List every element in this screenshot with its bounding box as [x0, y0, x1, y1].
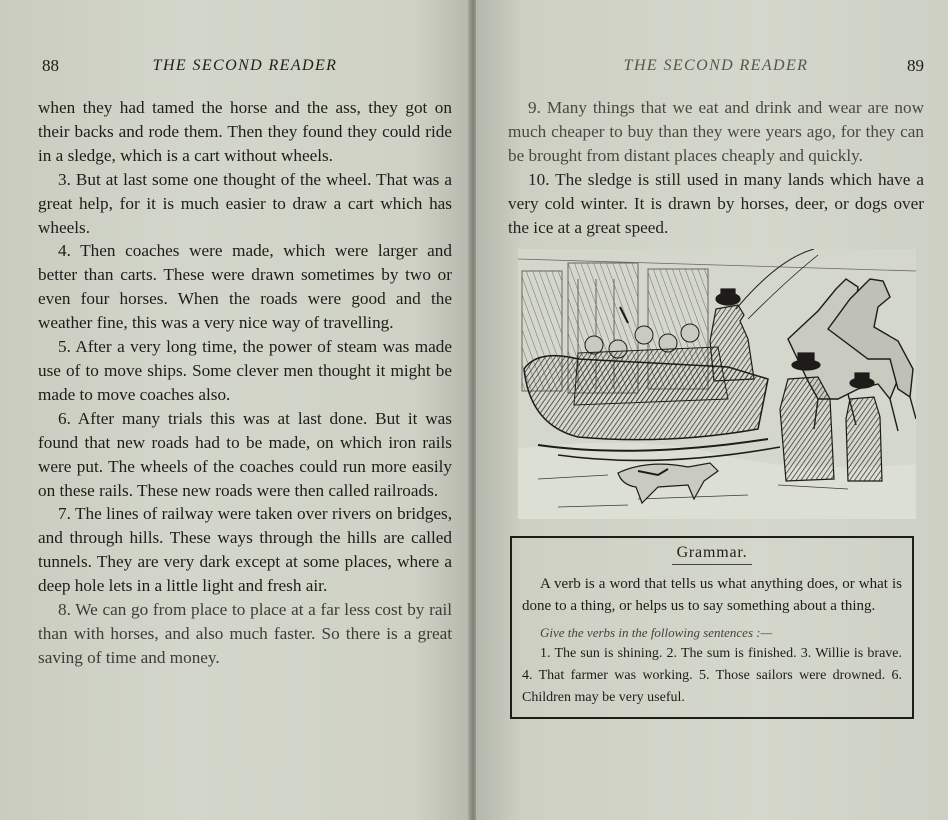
- paragraph-continued: when they had tamed the horse and the ass, they got on their backs and rode them. Then they found they could ride in a sledge, which is a cart without wheels.: [38, 98, 452, 165]
- right-page: [476, 0, 948, 820]
- left-page-header: [38, 56, 452, 86]
- right-page-number: 89: [907, 56, 924, 75]
- grammar-box: [510, 536, 914, 719]
- paragraph-10: 10. The sledge is still used in many lands which have a very cold winter. It is drawn by horses, deer, or dogs over the ice at a great speed.: [508, 169, 924, 237]
- paragraph-5: 5. After a very long time, the power of steam was made use of to move ships. Some clever men thought it might be made to move coaches also.: [38, 337, 452, 404]
- paragraph-7: 7. The lines of railway were taken over rivers on bridges, and through hills. These ways through the hills are called tunnels. They are very dark except at some places, where a deep hole lets in a little light and fresh air.: [38, 504, 452, 596]
- grammar-definition: A verb is a word that tells us what anything does, or what is done to a thing, or helps us to say something about a thing.: [522, 576, 902, 615]
- sledge-engraving: [518, 249, 916, 519]
- paragraph-6: 6. After many trials this was at last done. But it was found that new roads had to be made, on which iron rails were put. The wheels of the coaches could run more easily on these rails. These new roads were then called railroads.: [38, 408, 452, 500]
- right-running-title: THE SECOND READER: [623, 57, 809, 74]
- left-page: [0, 0, 470, 820]
- paragraph-4: 4. Then coaches were made, which were larger and better than carts. These were drawn sometimes by two or even four horses. When the roads were good and the weather fine, this was a very nice way of travelling.: [38, 241, 452, 333]
- grammar-sentences: 1. The sun is shining. 2. The sum is finished. 3. Willie is brave. 4. That farmer was working. 5. Those sailors were drowned. 6. Children may be very useful.: [522, 646, 902, 706]
- grammar-title: Grammar.: [676, 544, 748, 562]
- left-running-title: THE SECOND READER: [152, 57, 338, 74]
- grammar-instruction: Give the verbs in the following sentences :—: [540, 625, 773, 641]
- grammar-title-rule: [672, 564, 752, 565]
- paragraph-9: 9. Many things that we eat and drink and wear are now much cheaper to buy than they were years ago, for they can be brought from distant places cheaply and quickly.: [508, 98, 924, 165]
- right-page-header: [508, 56, 924, 86]
- paragraph-8: 8. We can go from place to place at a far less cost by rail than with horses, and also much faster. So there is a great saving of time and money.: [38, 600, 452, 667]
- left-page-number: 88: [42, 56, 59, 75]
- paragraph-3: 3. But at last some one thought of the wheel. That was a great help, for it is much easier to draw a cart which has wheels.: [38, 169, 452, 237]
